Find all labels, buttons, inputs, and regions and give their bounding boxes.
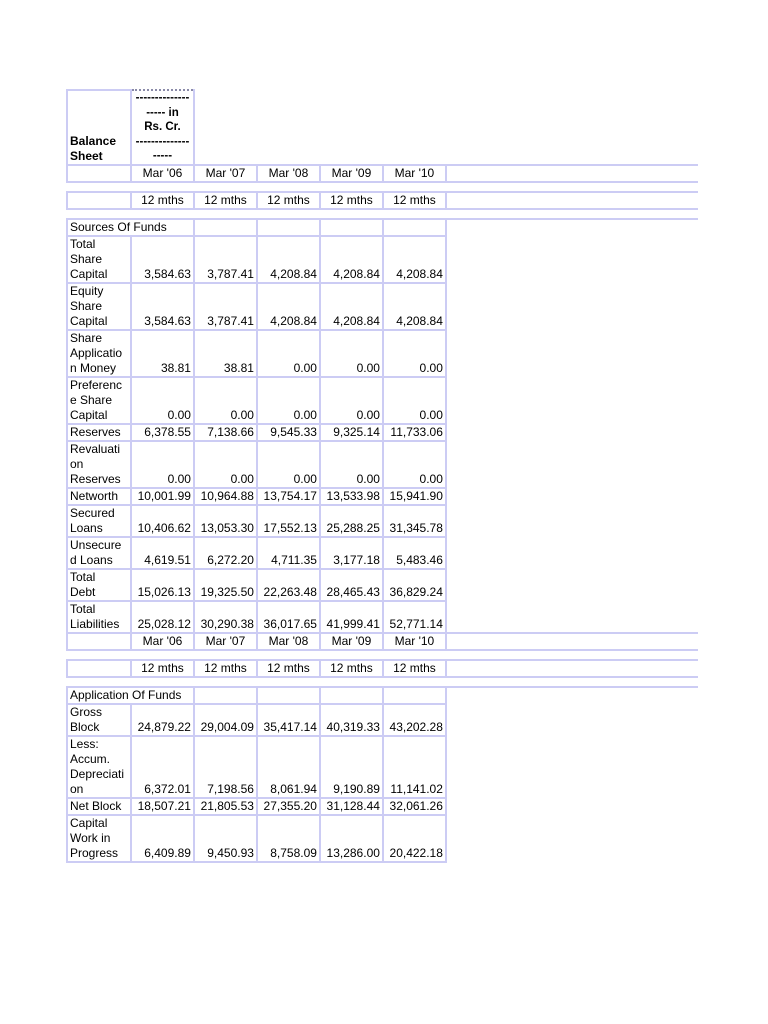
row-label-line: Networth (70, 488, 119, 503)
unit-line: ----- in (146, 106, 179, 119)
row-label-line: on (70, 781, 84, 796)
value-cell: 5,483.46 (383, 537, 446, 569)
row-label (67, 330, 131, 377)
table-row (67, 330, 698, 377)
row-label-line: on (70, 456, 84, 471)
header-row (67, 90, 698, 165)
value-cell: 31,128.44 (320, 798, 383, 815)
value-cell: 6,272.20 (194, 537, 257, 569)
row-label (67, 601, 131, 633)
value-cell: 3,787.41 (194, 283, 257, 330)
value-cell: 0.00 (131, 441, 194, 488)
row-label-line: Total (70, 569, 96, 584)
table-row (67, 488, 698, 505)
unit-cell (131, 90, 194, 165)
value-cell: 32,061.26 (383, 798, 446, 815)
value-cell: 8,061.94 (257, 736, 320, 798)
value-cell: 13,533.98 (320, 488, 383, 505)
row-label-line: Applicatio (70, 345, 123, 360)
period-cell: Mar '10 (383, 165, 446, 182)
value-cell: 11,733.06 (383, 424, 446, 441)
row-label-line: Capital (70, 266, 108, 281)
spacer-row (67, 182, 698, 192)
duration-cell: 12 mths (320, 660, 383, 677)
row-label-line: Share (70, 298, 103, 313)
value-cell: 30,290.38 (194, 601, 257, 633)
duration-cell: 12 mths (194, 660, 257, 677)
unit-line: -------------- (135, 92, 190, 104)
row-label-line: Debt (70, 584, 96, 599)
table-row (67, 283, 698, 330)
row-label-line: Capital (70, 815, 108, 830)
period-row (67, 165, 698, 182)
duration-cell: 12 mths (257, 192, 320, 209)
title-line1: Balance (70, 133, 117, 148)
value-cell: 35,417.14 (257, 704, 320, 736)
value-cell: 13,053.30 (194, 505, 257, 537)
value-cell: 20,422.18 (383, 815, 446, 862)
row-label-line: Loans (70, 520, 103, 535)
value-cell: 9,190.89 (320, 736, 383, 798)
value-cell: 38.81 (194, 330, 257, 377)
period-cell: Mar '09 (320, 165, 383, 182)
value-cell: 22,263.48 (257, 569, 320, 601)
duration-cell: 12 mths (131, 660, 194, 677)
row-label-line: Reserves (70, 424, 121, 439)
value-cell: 9,545.33 (257, 424, 320, 441)
row-label-line: Less: (70, 736, 99, 751)
row-label-line: Net Block (70, 798, 122, 813)
table-row (67, 569, 698, 601)
value-cell: 4,208.84 (257, 236, 320, 283)
value-cell: 27,355.20 (257, 798, 320, 815)
period-cell: Mar '08 (257, 633, 320, 650)
value-cell: 15,941.90 (383, 488, 446, 505)
row-label-line: Secured (70, 505, 115, 520)
title-cell (67, 90, 131, 165)
row-label-line: e Share (70, 392, 113, 407)
row-label-line: Total (70, 236, 96, 251)
value-cell: 4,619.51 (131, 537, 194, 569)
row-label-line: Equity (70, 283, 104, 298)
row-label-line: Depreciati (70, 766, 125, 781)
row-label (67, 424, 131, 441)
row-label-line: Total (70, 601, 96, 616)
table-row (67, 704, 698, 736)
row-label (67, 815, 131, 862)
value-cell: 25,288.25 (320, 505, 383, 537)
value-cell: 0.00 (194, 441, 257, 488)
row-label-line: Unsecure (70, 537, 122, 552)
value-cell: 0.00 (131, 377, 194, 424)
row-label-line: Work in (70, 830, 111, 845)
value-cell: 36,829.24 (383, 569, 446, 601)
value-cell: 10,406.62 (131, 505, 194, 537)
value-cell: 0.00 (194, 377, 257, 424)
value-cell: 3,177.18 (320, 537, 383, 569)
value-cell: 4,208.84 (383, 283, 446, 330)
duration-cell: 12 mths (257, 660, 320, 677)
value-cell: 6,409.89 (131, 815, 194, 862)
value-cell: 41,999.41 (320, 601, 383, 633)
row-label-line: Capital (70, 407, 108, 422)
spacer-row (67, 677, 698, 687)
value-cell: 40,319.33 (320, 704, 383, 736)
row-label (67, 505, 131, 537)
value-cell: 18,507.21 (131, 798, 194, 815)
value-cell: 25,028.12 (131, 601, 194, 633)
duration-row (67, 192, 698, 209)
row-label (67, 377, 131, 424)
row-label (67, 798, 131, 815)
value-cell: 7,198.56 (194, 736, 257, 798)
table-row (67, 236, 698, 283)
value-cell: 52,771.14 (383, 601, 446, 633)
value-cell: 0.00 (383, 377, 446, 424)
table-row (67, 815, 698, 862)
section-heading: Application Of Funds (67, 687, 194, 704)
value-cell: 0.00 (320, 377, 383, 424)
value-cell: 19,325.50 (194, 569, 257, 601)
value-cell: 17,552.13 (257, 505, 320, 537)
duration-cell: 12 mths (320, 192, 383, 209)
value-cell: 4,208.84 (383, 236, 446, 283)
unit-line: Rs. Cr. (144, 121, 181, 133)
value-cell: 0.00 (383, 330, 446, 377)
value-cell: 36,017.65 (257, 601, 320, 633)
unit-line: -------------- (135, 135, 190, 148)
row-label (67, 704, 131, 736)
value-cell: 21,805.53 (194, 798, 257, 815)
value-cell: 3,584.63 (131, 283, 194, 330)
table-row (67, 736, 698, 798)
row-label-line: Capital (70, 313, 108, 328)
value-cell: 11,141.02 (383, 736, 446, 798)
row-label-line: Preferenc (70, 377, 123, 392)
value-cell: 3,584.63 (131, 236, 194, 283)
spacer-row (67, 650, 698, 660)
period-cell: Mar '07 (194, 633, 257, 650)
duration-cell: 12 mths (383, 660, 446, 677)
value-cell: 4,711.35 (257, 537, 320, 569)
value-cell: 6,378.55 (131, 424, 194, 441)
section-heading-row (67, 687, 698, 704)
value-cell: 3,787.41 (194, 236, 257, 283)
table-row (67, 505, 698, 537)
value-cell: 15,026.13 (131, 569, 194, 601)
value-cell: 9,325.14 (320, 424, 383, 441)
value-cell: 8,758.09 (257, 815, 320, 862)
row-label (67, 236, 131, 283)
duration-row (67, 660, 698, 677)
table-row (67, 377, 698, 424)
row-label-line: n Money (70, 360, 117, 375)
period-cell: Mar '09 (320, 633, 383, 650)
row-label (67, 537, 131, 569)
spacer-row (67, 209, 698, 219)
value-cell: 0.00 (257, 377, 320, 424)
value-cell: 43,202.28 (383, 704, 446, 736)
value-cell: 7,138.66 (194, 424, 257, 441)
value-cell: 31,345.78 (383, 505, 446, 537)
table-row (67, 798, 698, 815)
row-label (67, 736, 131, 798)
row-label-line: Reserves (70, 471, 121, 486)
value-cell: 24,879.22 (131, 704, 194, 736)
unit-line: ----- (152, 150, 173, 162)
duration-cell: 12 mths (131, 192, 194, 209)
table-row (67, 441, 698, 488)
row-label-line: Progress (70, 845, 119, 860)
balance-sheet (66, 89, 698, 863)
value-cell: 0.00 (320, 441, 383, 488)
row-label (67, 569, 131, 601)
value-cell: 4,208.84 (257, 283, 320, 330)
period-cell: Mar '10 (383, 633, 446, 650)
value-cell: 0.00 (320, 330, 383, 377)
row-label (67, 441, 131, 488)
value-cell: 0.00 (383, 441, 446, 488)
value-cell: 29,004.09 (194, 704, 257, 736)
value-cell: 38.81 (131, 330, 194, 377)
table-row (67, 601, 698, 633)
value-cell: 0.00 (257, 441, 320, 488)
duration-cell: 12 mths (194, 192, 257, 209)
value-cell: 10,001.99 (131, 488, 194, 505)
row-label-line: Accum. (70, 751, 111, 766)
value-cell: 10,964.88 (194, 488, 257, 505)
section-heading-row (67, 219, 698, 236)
value-cell: 6,372.01 (131, 736, 194, 798)
row-label-line: Liabilities (70, 616, 120, 631)
period-row (67, 633, 698, 650)
value-cell: 13,754.17 (257, 488, 320, 505)
row-label-line: Block (70, 719, 100, 734)
row-label-line: Gross (70, 704, 103, 719)
row-label-line: d Loans (70, 552, 113, 567)
period-cell: Mar '06 (131, 165, 194, 182)
table-row (67, 424, 698, 441)
row-label (67, 283, 131, 330)
value-cell: 28,465.43 (320, 569, 383, 601)
period-cell: Mar '08 (257, 165, 320, 182)
title-line2: Sheet (70, 148, 103, 163)
sources-rows (67, 236, 698, 633)
row-label-line: Share (70, 251, 103, 266)
period-cell: Mar '07 (194, 165, 257, 182)
value-cell: 9,450.93 (194, 815, 257, 862)
duration-cell: 12 mths (383, 192, 446, 209)
value-cell: 4,208.84 (320, 283, 383, 330)
row-label-line: Share (70, 330, 103, 345)
section-heading: Sources Of Funds (67, 219, 194, 236)
period-cell: Mar '06 (131, 633, 194, 650)
row-label-line: Revaluati (70, 441, 121, 456)
balance-sheet-table (66, 89, 698, 863)
value-cell: 0.00 (257, 330, 320, 377)
value-cell: 13,286.00 (320, 815, 383, 862)
application-rows (67, 704, 698, 862)
value-cell: 4,208.84 (320, 236, 383, 283)
row-label (67, 488, 131, 505)
table-row (67, 537, 698, 569)
